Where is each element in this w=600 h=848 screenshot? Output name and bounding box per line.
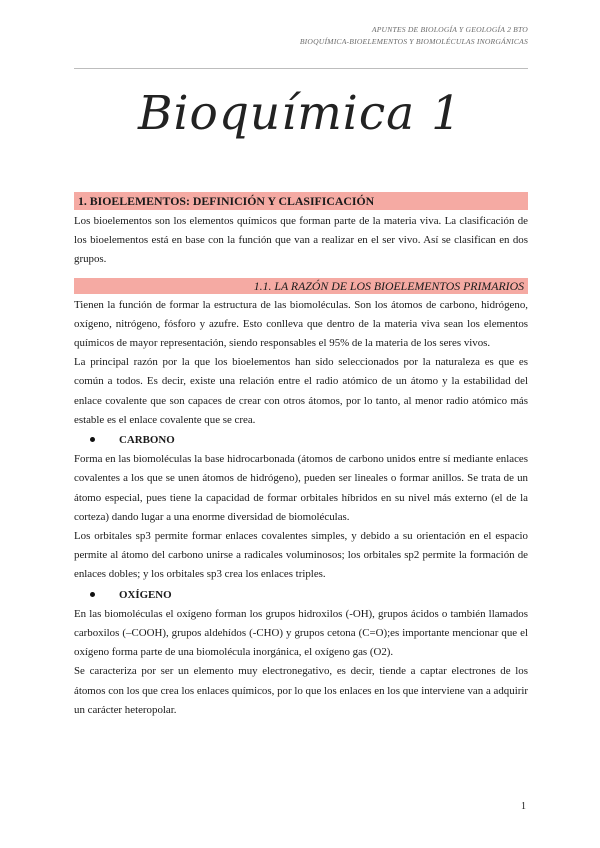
document-title: Bioquímica 1 bbox=[137, 86, 463, 141]
carbono-paragraph-2: Los orbitales sp3 permite formar enlaces covalentes simples, y debido a su orientación en el espacio permite al átomo del carbono unirse a radicales voluminosos; los orbitales sp2 permite la formación de enlaces dobles; y los orbitales sp3 crea los enlaces triples. bbox=[74, 530, 528, 581]
header-subject: APUNTES DE BIOLOGÍA Y GEOLOGÍA 2 BTO bbox=[371, 25, 528, 34]
bullet-label: OXÍGENO bbox=[119, 588, 172, 601]
section-heading-1: 1. BIOELEMENTOS: DEFINICIÓN Y CLASIFICACIÓN bbox=[74, 192, 528, 210]
bullet-carbono bbox=[74, 431, 528, 450]
carbono-paragraph-1: Forma en las biomoléculas la base hidrocarbonada (átomos de carbono unidos entre sí mediante enlaces covalentes a los que se unen átomos de hidrógeno), pueden ser lineales o formar anillos. Se trata de un átomo especial, pues tiene la capacidad de formar orbitales híbridos en su nivel más externo (el de la corteza) dando lugar a una enorme diversidad de biomoléculas. bbox=[74, 453, 528, 523]
header-divider bbox=[74, 68, 528, 69]
subsection-heading-1-1: 1.1. LA RAZÓN DE LOS BIOELEMENTOS PRIMARIOS bbox=[74, 278, 528, 294]
header-topic: BIOQUÍMICA-BIOELEMENTOS Y BIOMOLÉCULAS INORGÁNICAS bbox=[299, 36, 528, 46]
subsection-paragraph-2: La principal razón por la que los bioelementos han sido seleccionados por la naturaleza es que es común a todos. Es decir, existe una relación entre el radio atómico de un átomo y la estabilidad del enlace covalente que son capaces de crear con otros átomos, por lo tanto, al menor radio atómico más estable es el enlace covalente que se crea. bbox=[74, 356, 528, 426]
section-1-intro: Los bioelementos son los elementos químicos que forman parte de la materia viva. La clasificación de los bioelementos está en base con la función que van a realizar en el ser vivo. Así se clasifican en dos grupos. bbox=[74, 215, 528, 266]
subsection-paragraph-1: Tienen la función de formar la estructura de las biomoléculas. Son los átomos de carbono, hidrógeno, oxígeno, nitrógeno, fósforo y azufre. Esto conlleva que dentro de la materia viva sean los elementos químicos de mayor representación, siendo responsables el 95% de la materia de los seres vivos. bbox=[74, 298, 528, 350]
oxigeno-paragraph-1: En las biomoléculas el oxígeno forman los grupos hidroxilos (-OH), grupos ácidos o también llamados carboxilos (–COOH), grupos aldehídos (-CHO) y grupos cetona (C=O);es importante mencionar que el oxígeno forma parte de una biomolécula inorgánica, el oxígeno gas (O2). bbox=[74, 607, 528, 659]
bullet-dot-icon bbox=[90, 592, 95, 597]
document-body bbox=[74, 192, 528, 720]
bullet-dot-icon bbox=[90, 437, 95, 442]
bullet-oxigeno bbox=[74, 586, 528, 605]
bullet-label: CARBONO bbox=[119, 434, 175, 447]
page-header bbox=[300, 24, 528, 47]
oxigeno-paragraph-2: Se caracteriza por ser un elemento muy electronegativo, es decir, tiende a captar electrones de los átomos con los que crea los enlaces químicos, por lo que los enlaces en los que interviene van a adquirir un carácter heteropolar. bbox=[74, 665, 528, 716]
page-number: 1 bbox=[521, 801, 526, 812]
